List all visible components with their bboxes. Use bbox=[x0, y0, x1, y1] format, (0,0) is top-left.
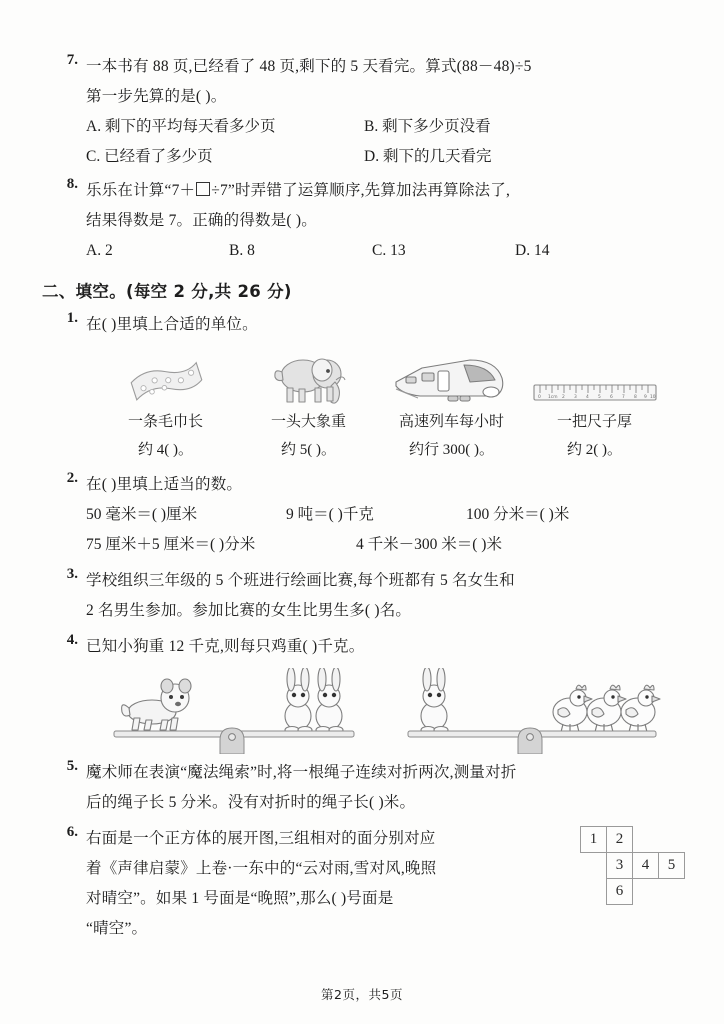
cube-net-cell: 5 bbox=[658, 852, 685, 879]
svg-text:0: 0 bbox=[537, 395, 541, 400]
fill-question-2 bbox=[52, 470, 672, 560]
chick-icon bbox=[553, 685, 592, 732]
unit-item-value: 约 2( )。 bbox=[567, 442, 622, 458]
empty-box-icon bbox=[196, 182, 210, 196]
question-text-line: 着《声律启蒙》上卷·一东中的“云对雨,雪对风,晚照 bbox=[86, 860, 437, 877]
option-row bbox=[86, 142, 672, 172]
page-footer: 第2页，共5页 bbox=[321, 987, 403, 1002]
question-text-line bbox=[86, 176, 672, 206]
section-heading-fill-in: 二、填空。(每空 2 分,共 26 分) bbox=[42, 282, 292, 301]
question-body bbox=[86, 176, 672, 266]
option-c[interactable]: C. 13 bbox=[372, 242, 406, 259]
unit-item-ruler bbox=[523, 346, 666, 464]
question-body bbox=[86, 632, 672, 754]
chick-icon bbox=[621, 685, 660, 732]
rabbit-icon bbox=[285, 668, 312, 734]
fill-question-6 bbox=[52, 824, 676, 944]
page-content bbox=[42, 52, 676, 946]
conversion-item: 100 分米＝( )米 bbox=[466, 506, 570, 523]
unit-item-caption: 一把尺子厚 bbox=[556, 414, 632, 430]
balance-scale-right bbox=[398, 668, 666, 754]
question-prompt: 在( )里填上适当的数。 bbox=[86, 476, 243, 493]
question-text-line: 结果得数是 7。正确的得数是( )。 bbox=[86, 212, 317, 229]
unit-item-elephant bbox=[237, 346, 380, 464]
ruler-icon bbox=[523, 346, 666, 408]
unit-item-value: 约 4( )。 bbox=[138, 442, 193, 458]
question-text-line: “晴空”。 bbox=[86, 920, 148, 937]
option-d[interactable]: D. 剩下的几天看完 bbox=[364, 148, 492, 165]
question-body bbox=[86, 824, 556, 944]
cube-net-cell: 2 bbox=[606, 826, 633, 853]
svg-text:7: 7 bbox=[621, 395, 625, 400]
unit-item-caption: 高速列车每小时 bbox=[398, 414, 504, 430]
question-text-line: 右面是一个正方体的展开图,三组相对的面分别对应 bbox=[86, 830, 436, 847]
svg-text:6: 6 bbox=[609, 395, 613, 400]
question-text-pre: 乐乐在计算“7＋ bbox=[86, 182, 196, 199]
question-text-line: 第一步先算的是( )。 bbox=[86, 88, 227, 105]
question-text-line: 一本书有 88 页,已经看了 48 页,剩下的 5 天看完。算式(88－48)÷5 bbox=[86, 58, 532, 75]
question-number: 7. bbox=[66, 52, 78, 68]
fill-question-5 bbox=[52, 758, 672, 818]
unit-item-value: 约 5( )。 bbox=[281, 442, 336, 458]
conversion-item: 9 吨＝( )千克 bbox=[286, 506, 374, 523]
question-number: 6. bbox=[66, 824, 78, 840]
question-text-line: 已知小狗重 12 千克,则每只鸡重( )千克。 bbox=[86, 638, 365, 655]
conversion-row bbox=[86, 530, 672, 560]
option-row bbox=[86, 112, 672, 142]
fill-question-3 bbox=[52, 566, 672, 626]
balance-scale-left bbox=[96, 668, 364, 754]
rabbit-icon bbox=[316, 668, 343, 734]
question-text-line: 学校组织三年级的 5 个班进行绘画比赛,每个班都有 5 名女生和 bbox=[86, 572, 515, 589]
balance-scale-figure bbox=[96, 668, 666, 754]
chick-icon bbox=[587, 685, 626, 732]
question-body bbox=[86, 566, 672, 626]
svg-text:4: 4 bbox=[585, 395, 589, 400]
towel-icon bbox=[94, 346, 237, 408]
svg-text:8: 8 bbox=[633, 395, 637, 400]
unit-item-caption: 一头大象重 bbox=[270, 414, 346, 430]
question-number: 8. bbox=[66, 176, 78, 192]
question-number: 4. bbox=[66, 632, 78, 648]
question-text-line: 对晴空”。如果 1 号面是“晚照”,那么( )号面是 bbox=[86, 890, 394, 907]
fill-question-1 bbox=[52, 310, 672, 464]
unit-item-caption: 一条毛巾长 bbox=[127, 414, 203, 430]
unit-item-train bbox=[380, 346, 523, 464]
cube-net-cell: 3 bbox=[606, 852, 633, 879]
svg-text:10: 10 bbox=[649, 395, 656, 400]
option-b[interactable]: B. 8 bbox=[229, 242, 255, 259]
elephant-icon bbox=[237, 346, 380, 408]
question-body bbox=[86, 470, 672, 560]
question-number: 3. bbox=[66, 566, 78, 582]
question-text-line: 后的绳子长 5 分米。没有对折时的绳子长( )米。 bbox=[86, 794, 416, 811]
question-7 bbox=[52, 52, 672, 172]
option-d[interactable]: D. 14 bbox=[515, 242, 550, 259]
question-body bbox=[86, 52, 672, 172]
question-text-line: 2 名男生参加。参加比赛的女生比男生多( )名。 bbox=[86, 602, 412, 619]
option-b[interactable]: B. 剩下多少页没看 bbox=[364, 118, 491, 135]
conversion-item: 50 毫米＝( )厘米 bbox=[86, 506, 198, 523]
svg-text:1cm: 1cm bbox=[547, 395, 557, 400]
question-number: 1. bbox=[66, 310, 78, 326]
cube-net-diagram bbox=[580, 826, 680, 910]
question-body bbox=[86, 310, 672, 464]
option-row bbox=[86, 236, 672, 266]
question-text-line: 魔术师在表演“魔法绳索”时,将一根绳子连续对折两次,测量对折 bbox=[86, 764, 517, 781]
question-number: 2. bbox=[66, 470, 78, 486]
question-8 bbox=[52, 176, 672, 266]
question-text-post: ÷7”时弄错了运算顺序,先算加法再算除法了, bbox=[211, 182, 511, 199]
svg-text:5: 5 bbox=[597, 395, 601, 400]
fill-question-4 bbox=[52, 632, 672, 754]
option-c[interactable]: C. 已经看了多少页 bbox=[86, 148, 213, 165]
unit-item-towel bbox=[94, 346, 237, 464]
cube-net-cell: 4 bbox=[632, 852, 659, 879]
rabbit-icon bbox=[421, 668, 448, 734]
svg-text:2: 2 bbox=[561, 395, 565, 400]
train-icon bbox=[380, 346, 523, 408]
cube-net-cell: 1 bbox=[580, 826, 607, 853]
conversion-item: 4 千米－300 米＝( )米 bbox=[356, 536, 502, 553]
option-a[interactable]: A. 剩下的平均每天看多少页 bbox=[86, 118, 276, 135]
question-body bbox=[86, 758, 672, 818]
conversion-row bbox=[86, 500, 672, 530]
unit-item-value: 约行 300( )。 bbox=[409, 442, 494, 458]
svg-text:3: 3 bbox=[573, 395, 577, 400]
question-number: 5. bbox=[66, 758, 78, 774]
svg-text:9: 9 bbox=[643, 395, 647, 400]
question-prompt: 在( )里填上合适的单位。 bbox=[86, 316, 258, 333]
unit-picture-row bbox=[94, 346, 672, 464]
cube-net-cell: 6 bbox=[606, 878, 633, 905]
conversion-item: 75 厘米＋5 厘米＝( )分米 bbox=[86, 536, 256, 553]
option-a[interactable]: A. 2 bbox=[86, 242, 113, 259]
